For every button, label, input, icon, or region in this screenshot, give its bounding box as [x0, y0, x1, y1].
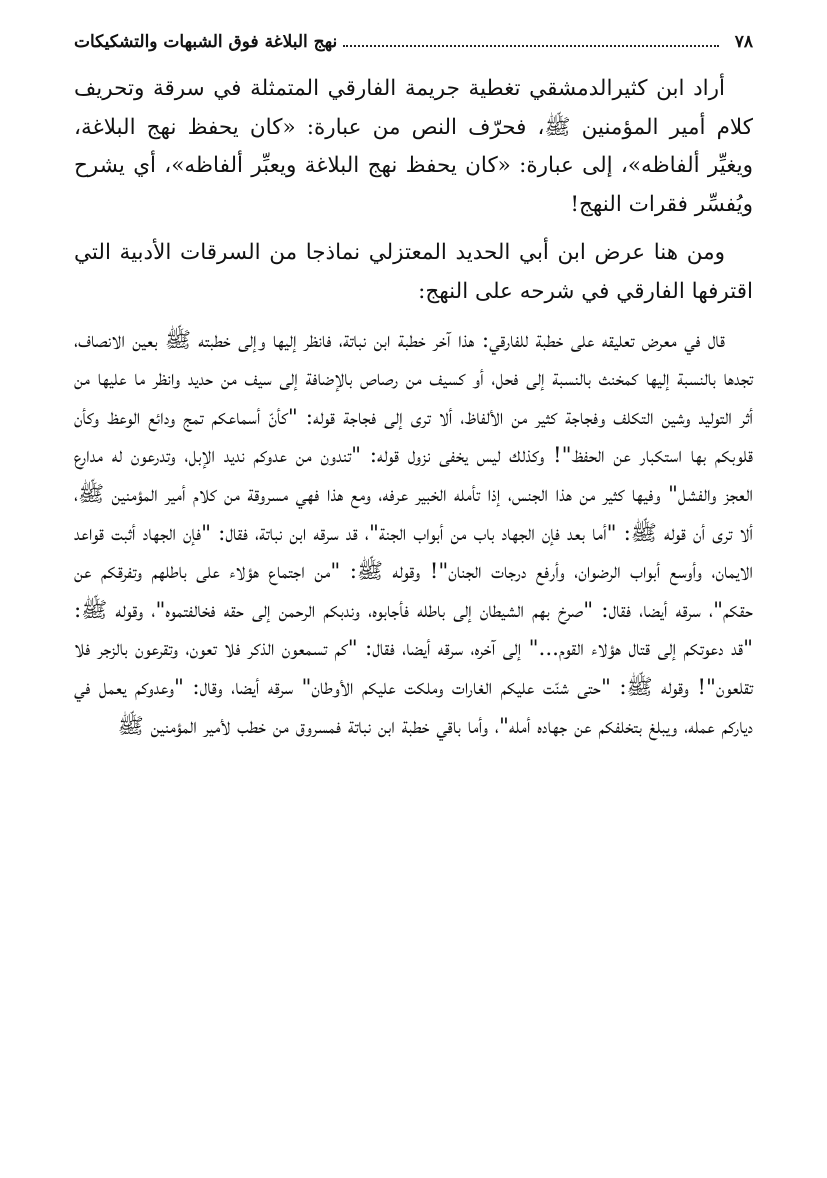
- running-header: [74, 30, 753, 64]
- paragraph-1: أراد ابن كثيرالدمشقي تغطية جريمة الفارقي المتمثلة في سرقة وتحريف كلام أمير المؤمنين ﷺ، فحرّف النص من عبارة: «كان يحفظ نهج البلاغة، ويغيِّر ألفاظه»، إلى عبارة: «كان يحفظ نهج البلاغة ويعبِّر ألفاظه»، أي يشرح ويُفسِّر فقرات النهج!: [74, 76, 753, 217]
- page-body: [74, 70, 753, 746]
- paragraph-3: قال في معرض تعليقه على خطبة للفارقي: هذا آخر خطبة ابن نباتة، فانظر إليها وإلى خطبته ﷺ بعين الانصاف، تجدها بالنسبة إليها كمخنث بالنسبة إلى فحل، أو كسيف من رصاص بالإضافة إلى سيف من حديد وانظر ما عليها من أثر التوليد وشين التكلف وفجاجة كثير من الألفاظ، ألا ترى إلى فجاجة قوله: "كأنّ أسماعكم تمج ودائع الوعظ وكأن قلوبكم بها استكبار عن الحفظ"! وكذلك ليس يخفى نزول قوله: "تندون من عدوكم نديد الإبل، وتدرعون له مدارع العجز والفشل" وفيها كثير من هذا الجنس، إذا تأمله الخبير عرفه، ومع هذا فهي مسروقة من كلام أمير المؤمنين ﷺ، ألا ترى أن قوله ﷺ: "أما بعد فإن الجهاد باب من أبواب الجنة"، قد سرقه ابن نباتة، فقال: "فإن الجهاد أثبت قواعد الايمان، وأوسع أبواب الرضوان، وأرفع درجات الجنان"! وقوله ﷺ: "من اجتماع هؤلاء على باطلهم وتفرقكم عن حقكم"، سرقه أيضا، فقال: "صرخ بهم الشيطان إلى باطله فأجابوه، وندبكم الرحمن إلى حقه فخالفتموه"، وقوله ﷺ: "قد دعوتكم إلى قتال هؤلاء القوم..." إلى آخره، سرقه أيضا، فقال: "كم تسمعون الذكر فلا تعون، وتقرعون بالزجر فلا تقلعون"! وقوله ﷺ: "حتى شنّت عليكم الغارات وملكت عليكم الأوطان" سرقه أيضا، وقال: "وعدوكم يعمل في دياركم عمله، ويبلغ بتخلفكم عن جهاده أمله"، وأما باقي خطبة ابن نباتة فمسروق من خطب لأمير المؤمنين ﷺ: [74, 327, 753, 739]
- paragraph-2: ومن هنا عرض ابن أبي الحديد المعتزلي نماذجا من السرقات الأدبية التي اقترفها الفارقي في شرحه على النهج:: [74, 240, 753, 304]
- page-number: ٧٨: [734, 32, 753, 52]
- header-dotted-leader: [343, 45, 719, 47]
- book-title: نهج البلاغة فوق الشبهات والتشكيكات: [74, 32, 338, 52]
